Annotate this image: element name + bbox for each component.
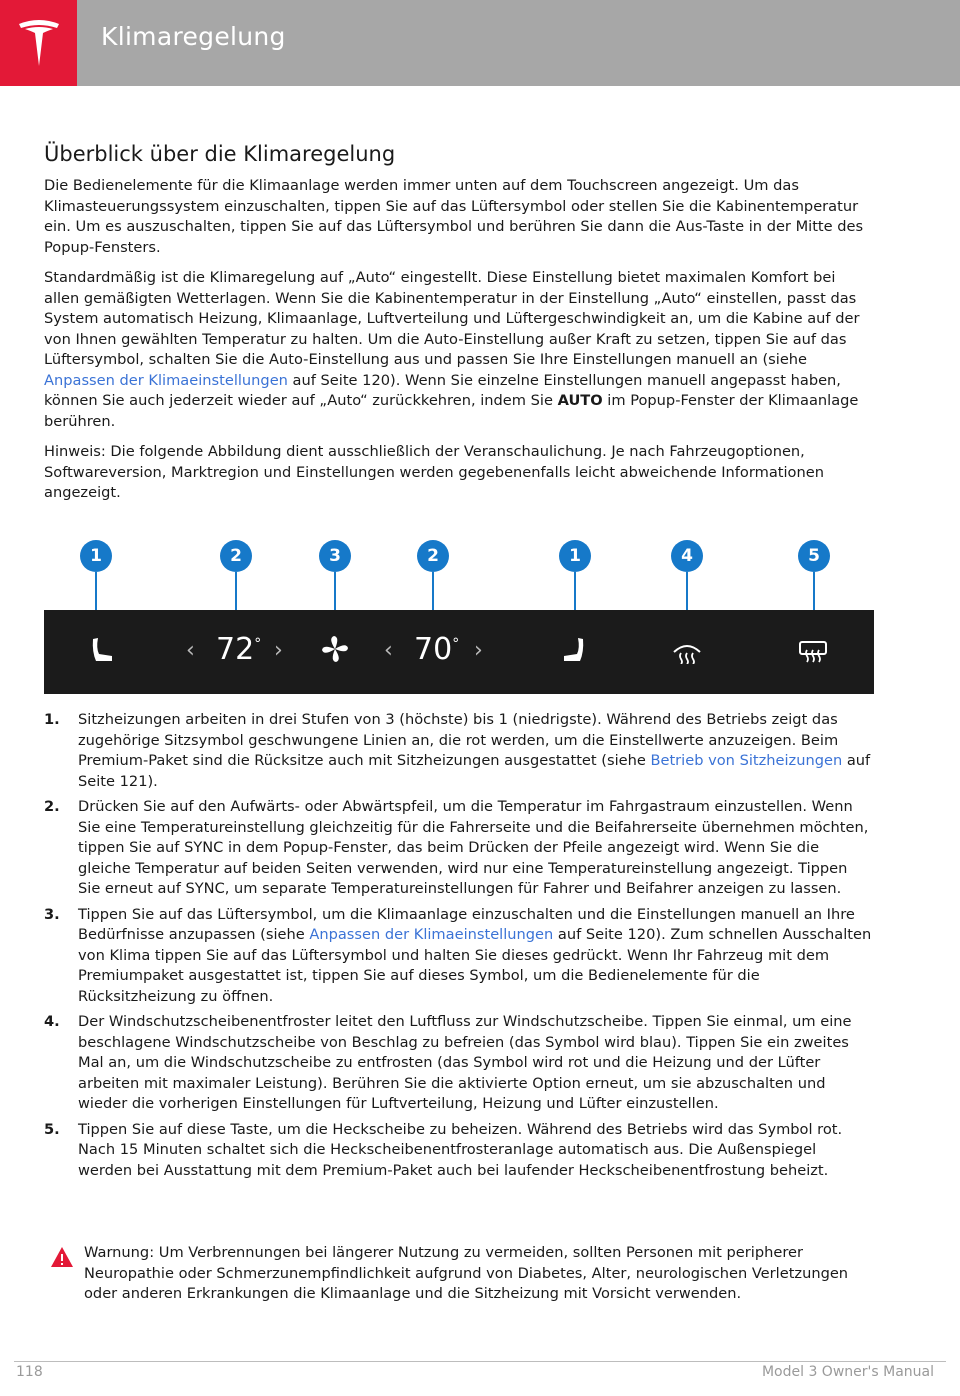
list-item <box>44 1012 874 1115</box>
page-title: Klimaregelung <box>101 22 286 51</box>
climate-control-bar <box>44 610 874 694</box>
list-number: 2. <box>44 798 60 815</box>
callout-4: 4 <box>671 540 703 572</box>
front-defrost-icon[interactable] <box>672 640 702 668</box>
text-span: in dem Popup-Fenster, das beim Drücken der Pfeile angezeigt wird. Wenn Sie die gleiche Temperatur auf beiden Seiten verwenden, wird nur eine Temperatureinstellung angezeigt. Tippen Sie erneut auf <box>78 839 848 897</box>
list-number: 3. <box>44 905 60 923</box>
paragraph-note <box>44 442 874 504</box>
text-span: , um separate Temperatureinstellungen für Fahrer und Beifahrer anzeigen zu lassen. <box>224 880 842 897</box>
callout-line <box>334 572 336 614</box>
temp-left-down-arrow[interactable]: ‹ <box>186 638 195 663</box>
page-number: 118 <box>16 1364 43 1380</box>
callout-2: 2 <box>417 540 449 572</box>
temp-right-down-arrow[interactable]: ‹ <box>384 638 393 663</box>
warning-box <box>44 1243 874 1305</box>
rear-defrost-icon[interactable] <box>798 640 828 668</box>
list-item <box>44 1120 874 1182</box>
temp-left-value[interactable] <box>216 632 261 667</box>
link-climate-settings[interactable]: Anpassen der Klimaeinstellungen <box>44 371 288 389</box>
degree-symbol: ° <box>254 636 262 652</box>
list-item <box>44 797 874 900</box>
text-span: auf Seite 121). <box>78 752 871 790</box>
bold-sync: SYNC <box>184 839 224 856</box>
paragraph-intro: Die Bedienelemente für die Klimaanlage werden immer unten auf dem Touchscreen angezeigt. Um das Klimasteuerungssystem einzuschalten, tippen Sie auf das Lüftersymbol oder stellen Sie die Kabinentemperatur ein. Um es auszuschalten, tippen Sie auf das Lüftersymbol und berühren Sie dann die Aus-Taste in der Mitte des Popup-Fensters. <box>44 177 864 256</box>
callout-line <box>95 572 97 614</box>
text-span: Um Verbrennungen bei längerer Nutzung zu vermeiden, sollten Personen mit peripherer Neuropathie oder Schmerzunempfindlichkeit aufgrund von Diabetes, Alter, neurologischen Verletzungen oder anderen Erkrankungen die Klimaanlage und die Sitzheizung mit Vorsicht verwenden. <box>84 1244 849 1302</box>
callout-1: 1 <box>559 540 591 572</box>
text-span: Sitzheizungen arbeiten in drei Stufen von 3 (höchste) bis 1 (niedrigste). Während des Betriebs zeigt das zugehörige Sitzsymbol geschwungene Linien an, die rot werden, um die Einstellwerte anzuzeigen. Beim Premium-Paket sind die Rücksitze auch mit Sitzheizungen ausgestattet (siehe <box>78 711 839 769</box>
temp-left-number: 72 <box>216 632 255 667</box>
text-span: auf Seite 120). Zum schnellen Ausschalten von Klima tippen Sie auf das Lüftersymbol und halten Sie dieses gedrückt. Wenn Ihr Fahrzeug mit dem Premiumpaket ausgestattet ist, tippen Sie auf dieses Symbol, um die Bedienelemente für die Rücksitzheizung zu öffnen. <box>78 926 872 1005</box>
bold-sync: SYNC <box>185 880 225 897</box>
text-span: im Popup-Fenster der Klimaanlage berühren. <box>44 392 859 430</box>
climate-controls-figure <box>44 532 874 694</box>
text-span: Der Windschutzscheibenentfroster leitet den Luftfluss zur Windschutzscheibe. Tippen Sie einmal, um eine beschlagene Windschutzscheibe von Beschlag zu befreien (das Symbol wird blau). Tippen Sie ein zweites Mal an, um die Windschutzscheibe zu entfrosten (das Symbol wird rot und die Heizung und der Lüfter arbeiten mit maximaler Leistung). Berühren Sie die aktivierte Option erneut, um sie abzuschalten und wieder die vorherigen Einstellungen für Luftverteilung, Heizung und Lüfter einzustellen. <box>78 1013 852 1112</box>
note-label: Hinweis: <box>44 443 106 460</box>
bold-auto: AUTO <box>557 392 603 409</box>
seat-heater-left-icon[interactable] <box>90 634 116 670</box>
warning-label: Warnung: <box>84 1244 155 1261</box>
manual-title: Model 3 Owner's Manual <box>761 1364 934 1380</box>
callout-3: 3 <box>319 540 351 572</box>
text-span: Drücken Sie auf den Aufwärts- oder Abwärtspfeil, um die Temperatur im Fahrgastraum einzustellen. Wenn Sie eine Temperatureinstellung gleichzeitig für die Fahrerseite und die Beifahrerseite übernehmen möchten, tippen Sie auf <box>78 798 869 856</box>
seat-heater-right-icon[interactable] <box>560 634 586 670</box>
temp-right-value[interactable] <box>414 632 459 667</box>
list-item <box>44 905 874 1008</box>
text-span: auf Seite 120). Wenn Sie einzelne Einstellungen manuell angepasst haben, können Sie auch jederzeit wieder auf „Auto“ zurückkehren, indem Sie <box>44 371 841 409</box>
temp-left-up-arrow[interactable]: › <box>274 638 283 663</box>
list-number: 1. <box>44 711 60 728</box>
callout-2: 2 <box>220 540 252 572</box>
callout-line <box>686 572 688 614</box>
callout-line <box>813 572 815 614</box>
note-text: Die folgende Abbildung dient ausschließlich der Veranschaulichung. Je nach Fahrzeugoptionen, Softwareversion, Marktregion und Einstellungen werden gegebenenfalls leicht abweichende Informationen angezeigt. <box>44 443 824 501</box>
tesla-logo-icon <box>0 0 77 86</box>
list-number: 4. <box>44 1013 60 1030</box>
callout-line <box>235 572 237 614</box>
warning-text <box>44 1243 874 1305</box>
section-overview <box>44 142 874 514</box>
temp-right-number: 70 <box>414 632 453 667</box>
text-span: Tippen Sie auf das Lüftersymbol, um die Klimaanlage einzuschalten und die Einstellungen manuell an Ihre Bedürfnisse anzupassen (siehe <box>78 905 855 943</box>
link-climate-settings[interactable]: Anpassen der Klimaeinstellungen <box>309 926 554 943</box>
callout-1: 1 <box>80 540 112 572</box>
callout-line <box>574 572 576 614</box>
callout-5: 5 <box>798 540 830 572</box>
list-number: 5. <box>44 1120 60 1138</box>
callout-line <box>432 572 434 614</box>
page-header <box>0 0 960 86</box>
section-title: Überblick über die Klimaregelung <box>44 142 396 166</box>
degree-symbol: ° <box>452 636 460 652</box>
footer-divider <box>14 1361 946 1362</box>
temp-right-up-arrow[interactable]: › <box>474 638 483 663</box>
warning-icon <box>50 1246 74 1272</box>
fan-icon[interactable] <box>320 634 350 668</box>
list-item <box>44 710 874 792</box>
numbered-list <box>44 710 874 1186</box>
text-span: Tippen Sie auf diese Taste, um die Heckscheibe zu beheizen. Während des Betriebs wird das Symbol rot. Nach 15 Minuten schaltet sich die Heckscheibenentfrosteranlage automatisch aus. Die Außenspiegel werden bei Ausstattung mit dem Premium-Paket auch bei laufender Heckscheibenentfrostung beheizt. <box>78 1120 843 1179</box>
link-seat-heaters[interactable]: Betrieb von Sitzheizungen <box>650 752 843 769</box>
paragraph-auto <box>44 268 874 432</box>
text-span: Standardmäßig ist die Klimaregelung auf „Auto“ eingestellt. Diese Einstellung bietet maximalen Komfort bei allen gemäßigten Wetterlagen. Wenn Sie die Kabinentemperatur in der Einstellung „Auto“ einstellen, passt das System automatisch Heizung, Klimaanlage, Luftverteilung und Lüftergeschwindigkeit an, um die Kabine auf der von Ihnen gewählten Temperatur zu halten. Um die Auto-Einstellung außer Kraft zu setzen, tippen Sie auf das Lüftersymbol, schalten Sie die Auto-Einstellung aus und passen Sie Ihre Einstellungen manuell an (siehe <box>44 269 860 368</box>
